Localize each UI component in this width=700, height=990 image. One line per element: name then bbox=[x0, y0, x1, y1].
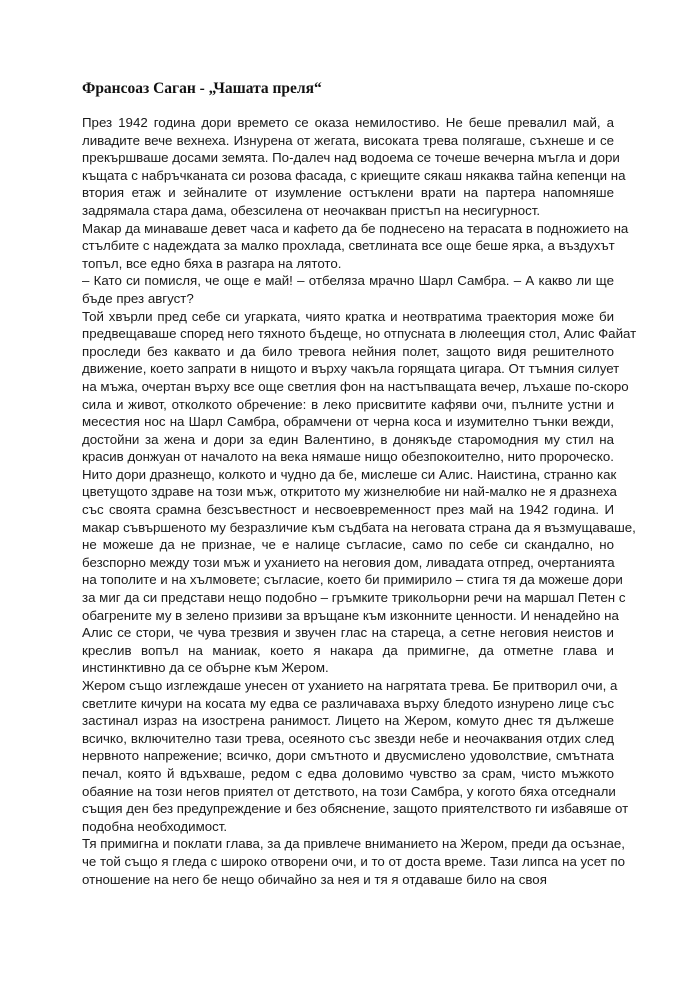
text-line: месестия нос на Шарл Самбра, обрамчени от черна коса и изумително тънки вежди, bbox=[82, 414, 614, 430]
text-line: всичко, включително тази трева, осеяното със звезди небе и неочаквания отдих след bbox=[82, 730, 614, 746]
text-line: движение, което запрати в нищото и върху чакъла горящата цигара. От тъмния силует bbox=[82, 361, 620, 377]
text-line: Нито дори дразнещо, колкото и чудно да бе, мислеше си Алис. Наистина, странно как bbox=[82, 466, 617, 482]
text-line: със своята срамна безсъвестност и несвоевременност през май на 1942 година. И bbox=[82, 502, 614, 518]
text-line: прекършваше досами земята. По-далеч над водоема се точеше вечерна мъгла и дори bbox=[82, 150, 620, 166]
text-line: застинал израз на изострена ранимост. Лицето на Жером, комуто днес тя дължеше bbox=[82, 713, 614, 729]
text-line: проследи без каквато и да било тревога нейния полет, защото видя решителното bbox=[82, 343, 614, 359]
text-line: същия ден без предупреждение и без обяснение, защото приятелството ги избавяше от bbox=[82, 801, 629, 817]
text-line: на тополите и на хълмовете; съгласие, което би примирило – стига тя да можеше дори bbox=[82, 572, 623, 588]
text-line: Тя примигна и поклати глава, за да привлече вниманието на Жером, преди да осъзнае, bbox=[82, 836, 625, 852]
document-body bbox=[82, 114, 637, 888]
text-line: безспорно между този мъж и уханието на неговия дом, ливадата отпред, очертанията bbox=[82, 554, 615, 570]
text-line: инстинктивно да се обърне към Жером. bbox=[82, 660, 329, 676]
text-line: отношение на него бе нещо обичайно за нея и тя я отдаваше било на своя bbox=[82, 871, 547, 887]
text-line: къщата с набръчканата си розова фасада, с криещите сякаш някаква тайна кепенци на bbox=[82, 167, 626, 183]
text-line: макар съвършеното му безразличие към съдбата на неговата страна да я възмущаваше, bbox=[82, 519, 636, 535]
text-line: красив донжуан от началото на века нямаше нищо обезпокоително, нито пророческо. bbox=[82, 449, 614, 465]
text-line: втория етаж и зейналите от изумление остъклени врати на партера напомняше bbox=[82, 185, 614, 201]
text-line: светлите кичури на косата му едва се различаваха върху бледото изнурено лице със bbox=[82, 695, 614, 711]
text-line: креслив вопъл на маниак, което я накара да примигне, да отметне глава и bbox=[82, 642, 614, 658]
text-line: бъде през август? bbox=[82, 290, 194, 306]
text-line: предвещаваше според него тяхното бъдеще, но отпусната в люлеещия стол, Алис Файат bbox=[82, 326, 637, 342]
text-line: топъл, все едно бяха в разгара на лятото. bbox=[82, 255, 342, 271]
text-line: не можеше да не признае, че е налице съгласие, само по себе си скандално, но bbox=[82, 537, 614, 553]
text-line: сила и живот, отколкото обречение: в леко присвитите кафяви очи, пълните устни и bbox=[82, 396, 614, 412]
text-line: подобна необходимост. bbox=[82, 818, 228, 834]
text-line: обагрените му в зелено призиви за връщане към изконните ценности. И ненадейно на bbox=[82, 607, 619, 623]
text-line: печал, която й вдъхваше, редом с едва доловимо чувство за срам, чисто мъжкото bbox=[82, 765, 614, 781]
text-line: за миг да си представи нещо подобно – гръмките трикольорни речи на маршал Петен с bbox=[82, 590, 626, 606]
text-line: Алис се стори, че чува трезвия и звучен глас на стареца, а сетне неговия неистов и bbox=[82, 625, 614, 641]
text-line: на мъжа, очертан върху все още светлия фон на настъпващата вечер, лъхаше по-скоро bbox=[82, 378, 629, 394]
text-line: Жером също изглеждаше унесен от уханието на нагрятата трева. Бе притворил очи, а bbox=[82, 678, 618, 693]
text-line: нервното напрежение; всичко, дори смътното и двусмислено удоволствие, смътната bbox=[82, 748, 614, 764]
text-line: Макар да минаваше девет часа и кафето да бе поднесено на терасата в подножието на bbox=[82, 220, 629, 236]
text-line: цветущото здраве на този мъж, откритото му жизнелюбие ни най-малко не я дразнеха bbox=[82, 484, 617, 500]
text-line: Той хвърли пред себе си угарката, чиято кратка и неотвратима траектория може би bbox=[82, 308, 614, 324]
text-line: – Като си помисля, че още е май! – отбеляза мрачно Шарл Самбра. – А какво ли ще bbox=[82, 273, 614, 289]
text-line: достойни за жена и дори за един Валентино, в донякъде старомодния му стил на bbox=[82, 431, 614, 447]
text-line: стълбите с надеждата за малко прохлада, светлината все още беше ярка, а въздухът bbox=[82, 238, 615, 254]
text-line: обаяние на този негов приятел от детството, на този Самбра, у когото бяха отседнали bbox=[82, 783, 616, 799]
text-line: ливадите вече вехнеха. Изнурена от жегата, високата трева полягаше, съхнеше и се bbox=[82, 132, 614, 148]
document-title: Франсоаз Саган - „Чашата преля“ bbox=[82, 80, 322, 97]
text-line: задрямала стара дама, обезсилена от неочакван пристъп на несигурност. bbox=[82, 202, 541, 218]
text-line: През 1942 година дори времето се оказа немилостиво. Не беше превалил май, а bbox=[82, 115, 614, 130]
text-line: че той също я гледа с широко отворени очи, и то от доста време. Тази липса на усет по bbox=[82, 853, 626, 869]
